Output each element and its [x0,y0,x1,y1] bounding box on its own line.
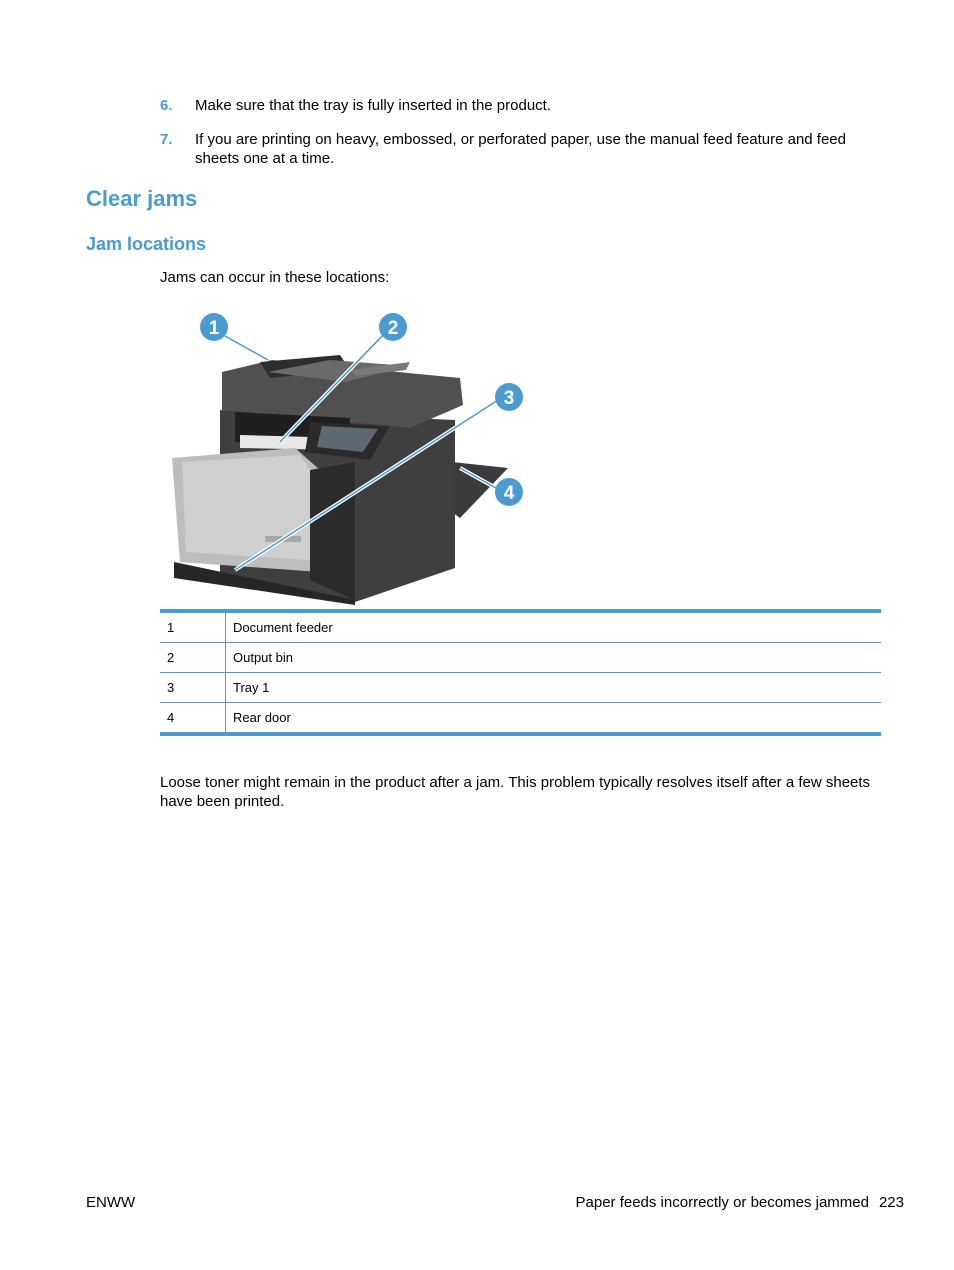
step-number: 7. [160,131,173,148]
table-row [160,643,881,673]
footer-right [576,1194,905,1211]
callout-label: 1 [208,318,220,339]
step-text: Make sure that the tray is fully inserted in the product. [195,97,552,114]
row-number: 1 [160,611,226,643]
callout-1 [200,313,228,341]
intro-text: Jams can occur in these locations: [160,269,390,286]
step-text: If you are printing on heavy, embossed, or perforated paper, use the manual feed feature and feed sheets one at a time. [195,131,846,167]
row-number: 2 [160,643,226,673]
row-number: 4 [160,703,226,735]
printer-illustration [160,300,540,605]
callout-label: 3 [503,388,515,409]
page-number: 223 [878,1194,904,1211]
callout-3 [495,383,523,411]
footer-title: Paper feeds incorrectly or becomes jammed [575,1194,869,1211]
table-row [160,611,881,643]
row-label: Tray 1 [226,673,882,703]
jam-locations-table [160,609,881,736]
row-label: Rear door [233,710,291,725]
section-heading: Clear jams [86,186,198,211]
callout-4 [495,478,523,506]
row-number: 3 [160,673,226,703]
table-row [160,703,881,735]
callout-2 [379,313,407,341]
callout-label: 4 [503,483,515,504]
callout-label: 2 [387,318,399,339]
row-label: Document feeder [226,611,882,643]
table-row [160,673,881,703]
row-label: Output bin [226,643,882,673]
step-7 [160,130,890,168]
toner-note: Loose toner might remain in the product after a jam. This problem typically resolves itself after a few sheets have been printed. [160,774,871,810]
footer-left: ENWW [86,1194,136,1211]
step-number: 6. [160,97,173,114]
step-6 [160,96,890,115]
subsection-heading: Jam locations [86,234,207,254]
